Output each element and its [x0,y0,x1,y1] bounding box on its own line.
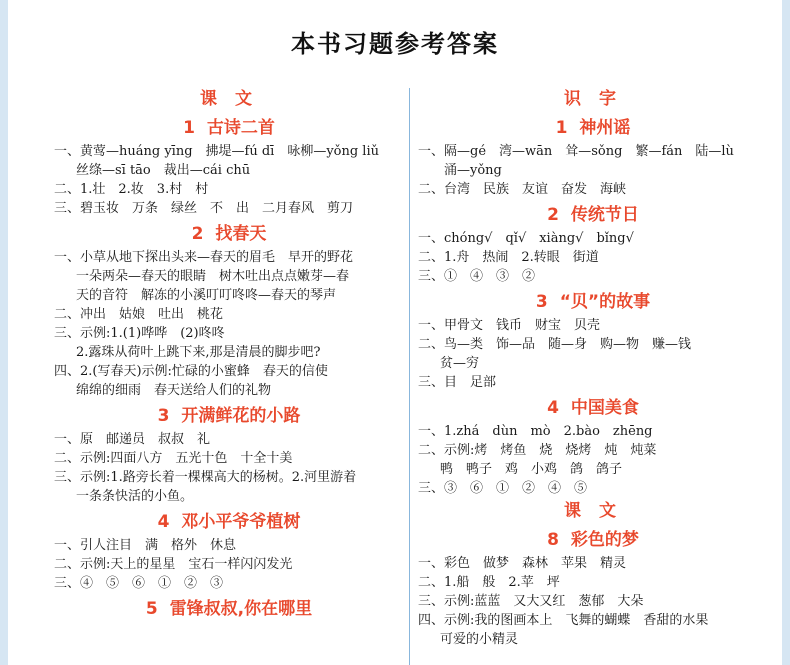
lesson-name: 古诗二首 [206,118,275,138]
answer-line: 可爱的小精灵 [440,632,519,647]
page-title: 本书习题参考答案 [291,30,499,58]
answer-line: 二、示例:烤 烤鱼 烧 烧烤 炖 炖菜 [418,443,657,458]
answer-line: 四、2.(写春天)示例:忙碌的小蜜蜂 春天的信使 [54,364,328,379]
answer-line: 三、④ ⑤ ⑥ ① ② ③ [54,576,224,591]
answer-line: 二、1.船 般 2.苹 坪 [418,575,560,590]
lesson-title [54,595,404,623]
answer-line: 二、冲出 姑娘 吐出 桃花 [54,307,224,322]
lesson-number: 8 [547,530,559,550]
answer-line: 丝绦—sī tāo 裁出—cái chū [76,163,251,178]
answer-line: 三、示例:蓝蓝 又大又红 葱郁 大朵 [418,594,644,609]
section-heading: 课 文 [200,89,258,109]
lesson-name: “贝”的故事 [559,292,651,312]
lesson-title [54,508,404,536]
lesson-name: 中国美食 [570,398,639,418]
lesson-title [418,201,768,229]
section-heading: 识 字 [564,89,622,109]
lesson-name: 邓小平爷爷植树 [181,512,301,532]
answer-line: 四、示例:我的图画本上 飞舞的蝴蝶 香甜的水果 [418,613,709,628]
lesson-number: 4 [157,512,170,532]
answer-line: 一、黄莺—huáng yīng 拂堤—fú dī 咏柳—yǒng liǔ [54,144,380,159]
lesson-title [418,114,768,142]
answer-line: 三、目 足部 [418,375,497,390]
lesson-number: 2 [547,205,559,225]
answer-line: 天的音符 解冻的小溪叮叮咚咚—春天的琴声 [76,288,337,303]
section-heading: 课 文 [564,501,622,521]
answer-line: 贫—穷 [440,356,480,371]
lesson-number: 1 [183,118,195,138]
lesson-number: 3 [535,292,548,312]
answer-line: 三、① ④ ③ ② [418,269,536,284]
answer-line: 一、引人注目 满 格外 休息 [54,538,237,553]
lesson-name: 神州谣 [579,118,631,138]
answer-line: 二、1.壮 2.妆 3.村 村 [54,182,209,197]
answer-line: 一、原 邮递员 叔叔 礼 [54,432,211,447]
answer-line: 涌—yǒng [444,163,502,178]
lesson-number: 5 [145,599,158,619]
answer-line: 一朵两朵—春天的眼睛 树木吐出点点嫩芽—春 [76,269,350,284]
answer-line: 一条条快活的小鱼。 [76,489,194,504]
answer-line: 绵绵的细雨 春天送给人们的礼物 [76,383,272,398]
lesson-number: 1 [555,118,568,138]
answer-line: 一、小草从地下探出头来—春天的眉毛 早开的野花 [54,250,354,265]
column-divider [409,88,410,665]
left-column [54,86,404,623]
answer-line: 三、示例:1.(1)哗哗 (2)咚咚 [54,326,225,341]
answer-line: 一、chóng√ qǐ√ xiàng√ bǐng√ [418,231,634,246]
answer-line: 二、示例:天上的星星 宝石一样闪闪发光 [54,557,293,572]
answer-line: 2.露珠从荷叶上跳下来,那是清晨的脚步吧? [76,345,321,360]
answer-line: 三、③ ⑥ ① ② ④ ⑤ [418,481,588,496]
lesson-name: 传统节日 [570,205,639,225]
answer-line: 三、碧玉妆 万条 绿丝 不 出 二月春风 剪刀 [54,201,354,216]
answer-line: 一、甲骨文 钱币 财宝 贝壳 [418,318,601,333]
lesson-title [54,402,404,430]
answer-line: 三、示例:1.路旁长着一棵棵高大的杨树。2.河里游着 [54,470,357,485]
answer-line: 一、隔—gé 湾—wān 耸—sǒng 繁—fán 陆—lù [418,144,734,159]
answer-line: 一、1.zhá dùn mò 2.bào zhēng [418,424,653,439]
answer-line: 二、1.舟 热闹 2.转眼 街道 [418,250,599,265]
lesson-name: 彩色的梦 [570,530,639,550]
lesson-number: 3 [157,406,170,426]
answer-line: 二、示例:四面八方 五光十色 十全十美 [54,451,293,466]
lesson-name: 找春天 [215,224,267,244]
lesson-number: 2 [191,224,204,244]
lesson-name: 开满鲜花的小路 [181,406,301,426]
lesson-title [418,394,768,422]
lesson-title [418,526,768,554]
lesson-number: 4 [547,398,559,418]
lesson-title [418,288,768,316]
answer-line: 一、彩色 做梦 森林 苹果 精灵 [418,556,627,571]
right-column [418,86,768,649]
answer-line: 鸭 鸭子 鸡 小鸡 鸽 鸽子 [440,462,623,477]
lesson-title [54,220,404,248]
lesson-title [54,114,404,142]
answer-line: 二、台湾 民族 友谊 奋发 海峡 [418,182,627,197]
answer-line: 二、鸟—类 饰—品 随—身 购—物 赚—钱 [418,337,692,352]
lesson-name: 雷锋叔叔,你在哪里 [169,599,313,619]
